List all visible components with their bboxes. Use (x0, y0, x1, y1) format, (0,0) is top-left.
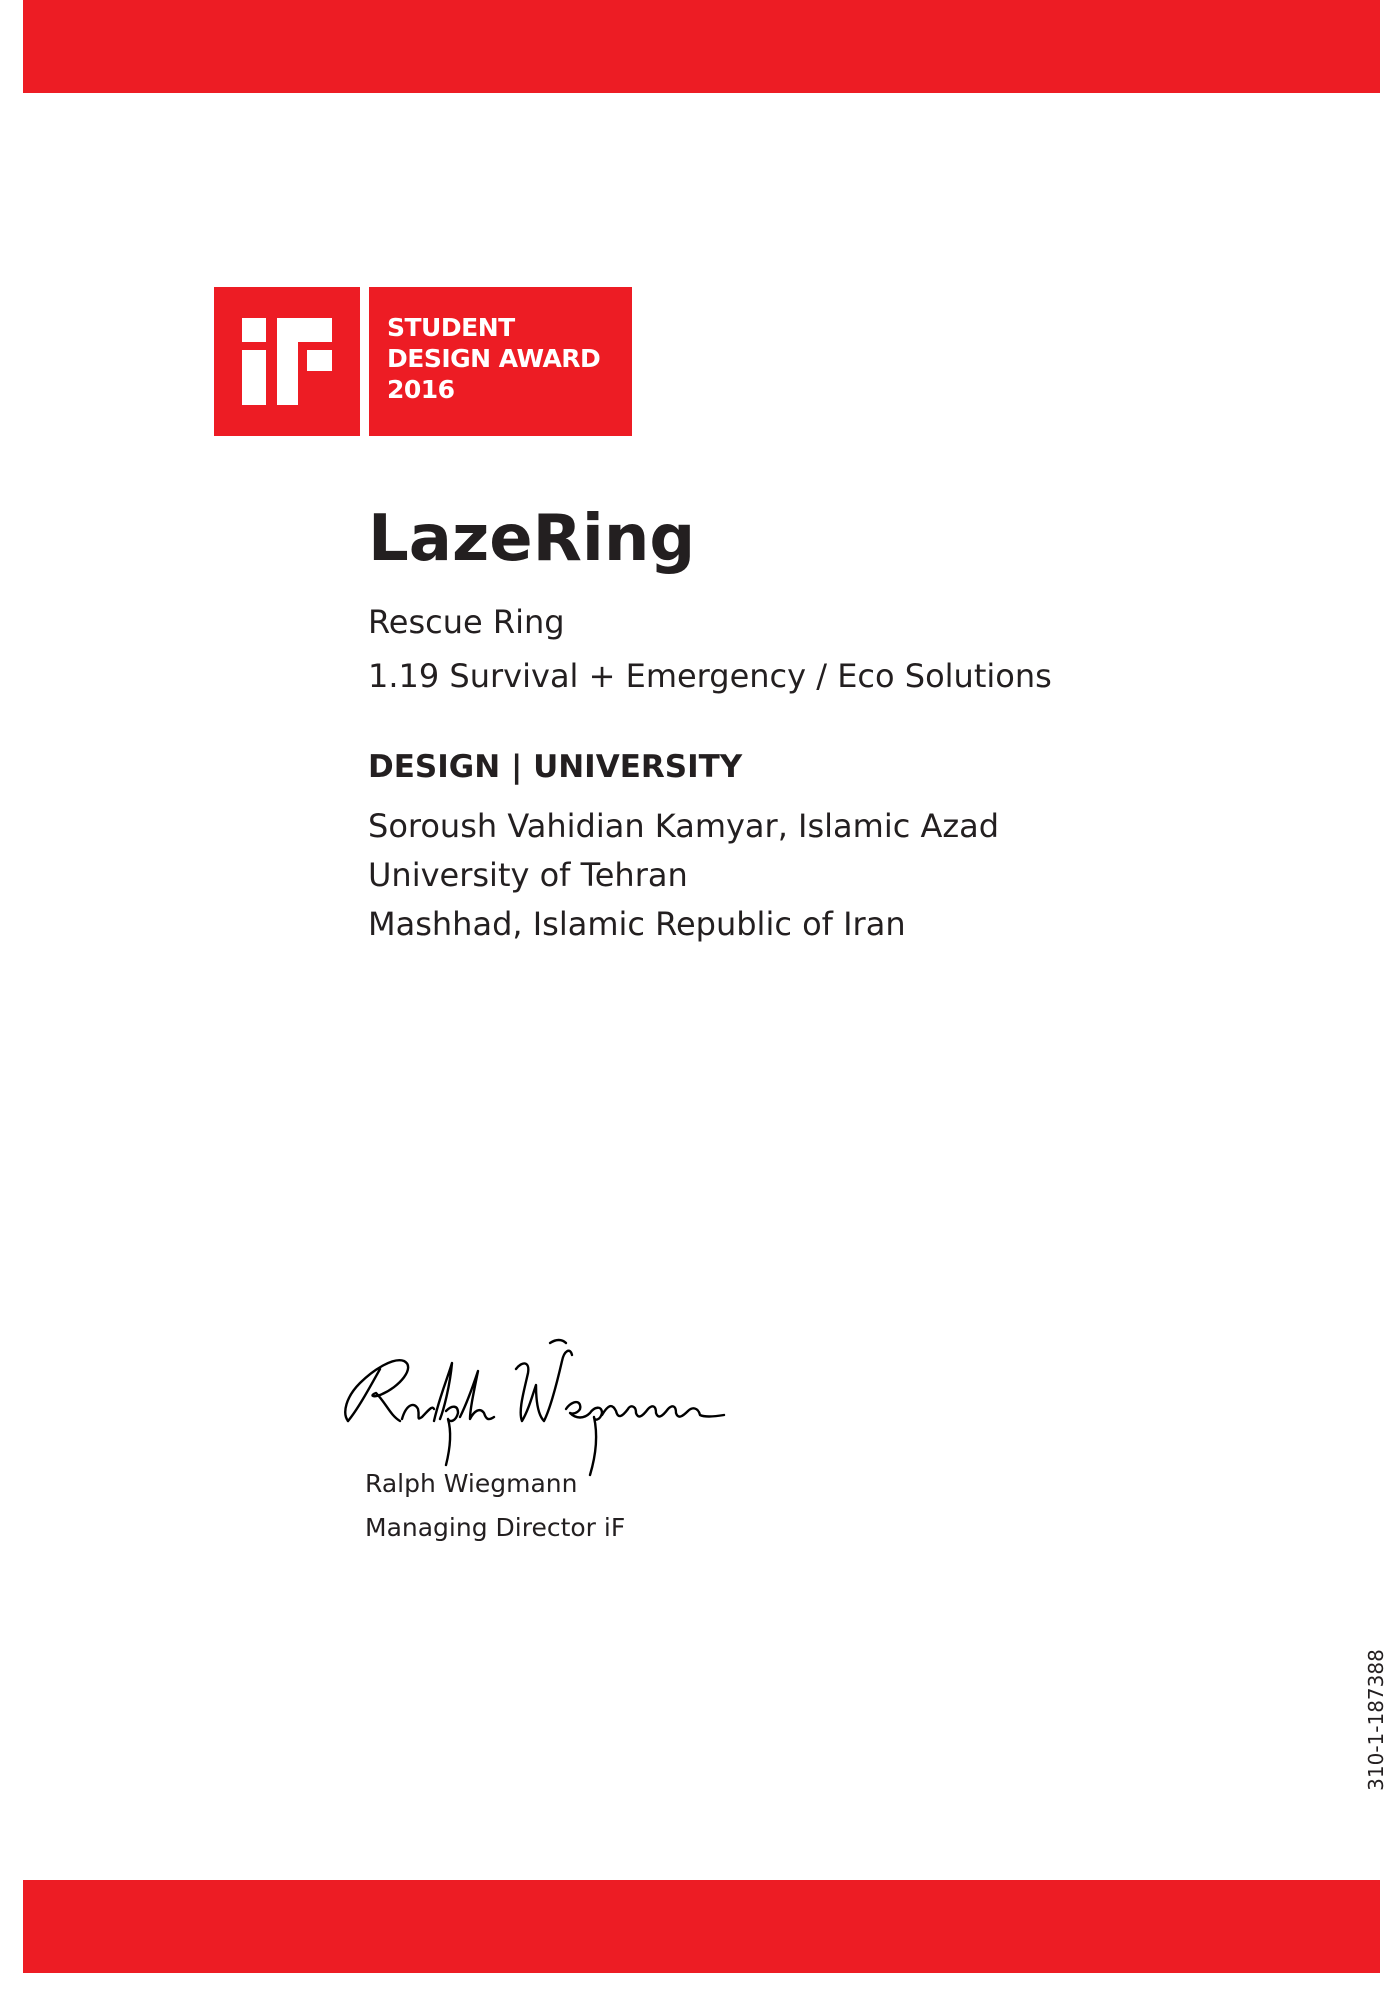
serial-number: 310-1-187388 (1364, 1649, 1388, 1791)
handwritten-signature (336, 1325, 726, 1490)
designer-line-2: University of Tehran (368, 856, 688, 894)
award-line-student: STUDENT (387, 313, 515, 342)
top-red-band (23, 0, 1380, 93)
award-line-year: 2016 (387, 375, 455, 404)
entry-category: 1.19 Survival + Emergency / Eco Solutions (368, 657, 1052, 695)
signatory-name: Ralph Wiegmann (365, 1469, 578, 1498)
bottom-red-band (23, 1880, 1380, 1973)
award-line-design-award: DESIGN AWARD (387, 344, 601, 373)
entry-subtitle: Rescue Ring (368, 603, 565, 641)
entry-title: LazeRing (368, 502, 696, 576)
award-name-box (369, 287, 632, 436)
designer-line-3: Mashhad, Islamic Republic of Iran (368, 905, 906, 943)
design-heading: DESIGN | UNIVERSITY (368, 749, 743, 785)
signatory-role: Managing Director iF (365, 1513, 626, 1542)
if-logo-mark (214, 287, 360, 436)
designer-line-1: Soroush Vahidian Kamyar, Islamic Azad (368, 807, 1000, 845)
